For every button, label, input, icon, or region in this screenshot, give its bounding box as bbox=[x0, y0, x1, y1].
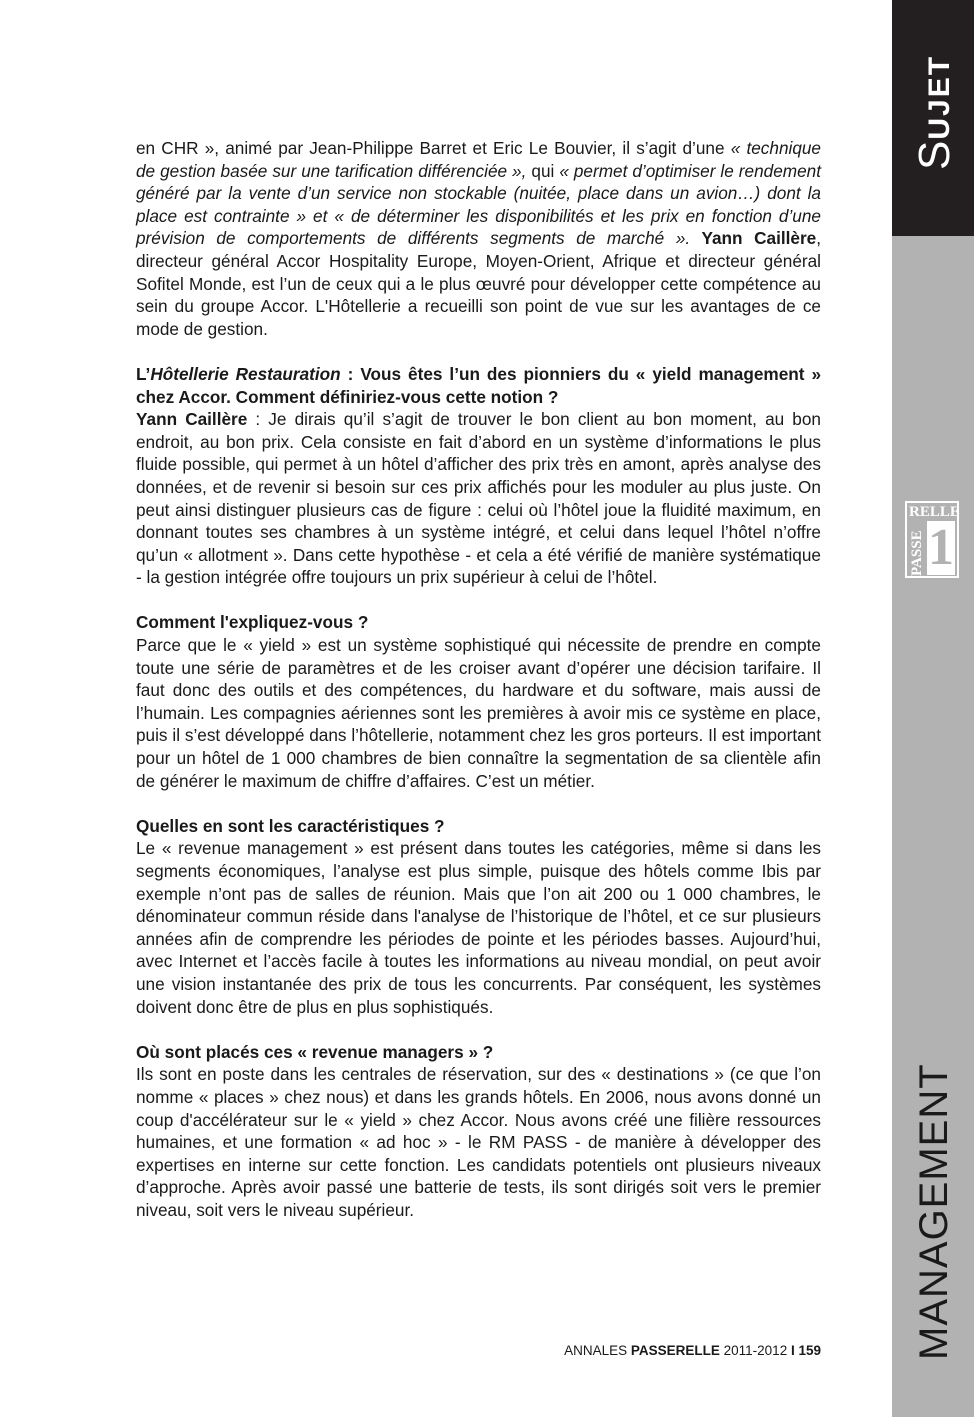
question-publication: Hôtellerie Restauration bbox=[150, 363, 341, 384]
passerelle-logo bbox=[905, 501, 959, 578]
interview-block bbox=[136, 611, 821, 792]
intro-text: , directeur général Accor Hospitality Europe, Moyen-Orient, Afrique et directeur général Sofitel Monde, est l’un de ceux qui a le plus œuvré pour développer cette compétence au sein du groupe Accor. bbox=[136, 228, 821, 317]
intro-paragraph bbox=[136, 137, 821, 340]
intro-person: Yann Caillère bbox=[690, 228, 817, 249]
interview-block bbox=[136, 1041, 821, 1222]
section-initial: S bbox=[910, 139, 959, 170]
interview-answer: Le « revenue management » est présent dans toutes les catégories, même si dans les segments économiques, l’analyse est plus simple, puisque des hôtels comme Ibis par exemple n’ont pas de salles de réunion. Mais que l’on ait 200 ou 1 000 chambres, le dénominateur commun réside dans l'analyse de l’historique de l’hôtel, et ce sur plusieurs années afin de comprendre les périodes de pointe et les périodes basses. Aujourd’hui, avec Internet et l’accès facile à toutes les informations au niveau mondial, on peut avoir une vision instantanée des prix de tous les concurrents. Par conséquent, les systèmes doivent donc être de plus en plus sophistiqués. bbox=[136, 838, 821, 1017]
article-body bbox=[136, 137, 821, 1244]
speaker-name: Yann Caillère bbox=[136, 409, 248, 430]
interview-question: Comment l'expliquez-vous ? bbox=[136, 612, 369, 633]
interview-question: Quelles en sont les caractéristiques ? bbox=[136, 815, 445, 836]
section-label bbox=[910, 55, 960, 170]
page-footer bbox=[500, 1343, 821, 1358]
interview-question: Où sont placés ces « revenue managers » ? bbox=[136, 1041, 494, 1062]
logo-number: 1 bbox=[928, 519, 954, 576]
interview-answer: Ils sont en poste dans les centrales de réservation, sur des « destinations » (ce que l’on nomme « places » chez nous) et dans les grands hôtels. En 2006, nous avons donné un coup d'accélérateur sur le « yield » chez Accor. Nous avons créé une filière ressources humaines, et une formation « ad hoc » - le RM PASS - de manière à développer des expertises en interne sur cette fonction. Les candidats potentiels ont plusieurs niveaux d’approche. Après avoir passé une batterie de tests, ils sont dirigés soit vers le premier niveau, soit vers le niveau supérieur. bbox=[136, 1064, 821, 1220]
section-rest: UJET bbox=[923, 54, 956, 140]
intro-publication: L'Hôtellerie bbox=[315, 296, 401, 317]
interview-question bbox=[136, 363, 821, 408]
intro-quote: « technique de gestion basée sur une tarification différenciée », bbox=[136, 138, 821, 181]
logo-top-text: RELLE bbox=[909, 504, 960, 520]
interview-block bbox=[136, 363, 821, 589]
footer-annales: ANNALES bbox=[564, 1343, 631, 1358]
category-label: MANAGEMENT bbox=[912, 1063, 956, 1360]
intro-quote: « permet d’optimiser le rendement généré par la vente d’un service non stockable (nuitée, place dans un avion…) dont la place est contrainte » et « de déterminer les disponibilités et les prix en fonction d’une prévision de comportements de différents segments de marché ». bbox=[136, 160, 821, 249]
logo-side-text: PASSE bbox=[909, 530, 925, 576]
intro-text: a recueilli son point de vue sur les avantages de ce mode de gestion. bbox=[136, 296, 821, 339]
intro-text: en CHR », animé par Jean-Philippe Barret et Eric Le Bouvier, il s’agit d’une bbox=[136, 138, 731, 158]
page-number: 159 bbox=[794, 1343, 821, 1358]
interview-answer: Parce que le « yield » est un système sophistiqué qui nécessite de prendre en compte toute une série de paramètres et de les croiser avant d’opérer une décision tarifaire. Il faut donc des outils et des compétences, du hardware et du software, mais aussi de l’humain. Les compagnies aériennes sont les premières à avoir mis ce système en place, puis il s’est développé dans l’hôtellerie, notamment chez les gros porteurs. Il est important pour un hôtel de 1 000 chambres de bien connaître la segmentation de sa clientèle afin de générer le maximum de chiffre d’affaires. C’est un métier. bbox=[136, 635, 821, 791]
interview-block bbox=[136, 815, 821, 1018]
question-text: : Vous êtes l’un des pionniers du « yield management » chez Accor. Comment définiriez-vous cette notion ? bbox=[136, 363, 822, 407]
footer-years: 2011-2012 bbox=[719, 1343, 791, 1358]
footer-brand: PASSERELLE bbox=[630, 1343, 720, 1358]
footer-separator: I bbox=[790, 1343, 795, 1358]
interview-answer: : Je dirais qu’il s’agit de trouver le bon client au bon moment, au bon endroit, au bon prix. Cela consiste en fait d’abord en un système d’informations le plus fluide possible, qui permet à un hôtel d’afficher des prix très en amont, après analyse des données, et de revenir si besoin sur ces prix affichés pour les moduler au plus juste. On peut ainsi distinguer plusieurs cas de figure : celui où l’hôtel joue la fluidité maximum, en donnant toutes ses chambres à un système intégré, et celui dans lequel l’hôtel n’offre qu’un « allotment ». Dans cette hypothèse - et cela a été vérifié de manière systématique - la gestion intégrée offre toujours un prix supérieur à celui de l’hôtel. bbox=[136, 409, 821, 588]
intro-text: qui bbox=[526, 160, 560, 181]
question-text: L’ bbox=[136, 363, 151, 384]
